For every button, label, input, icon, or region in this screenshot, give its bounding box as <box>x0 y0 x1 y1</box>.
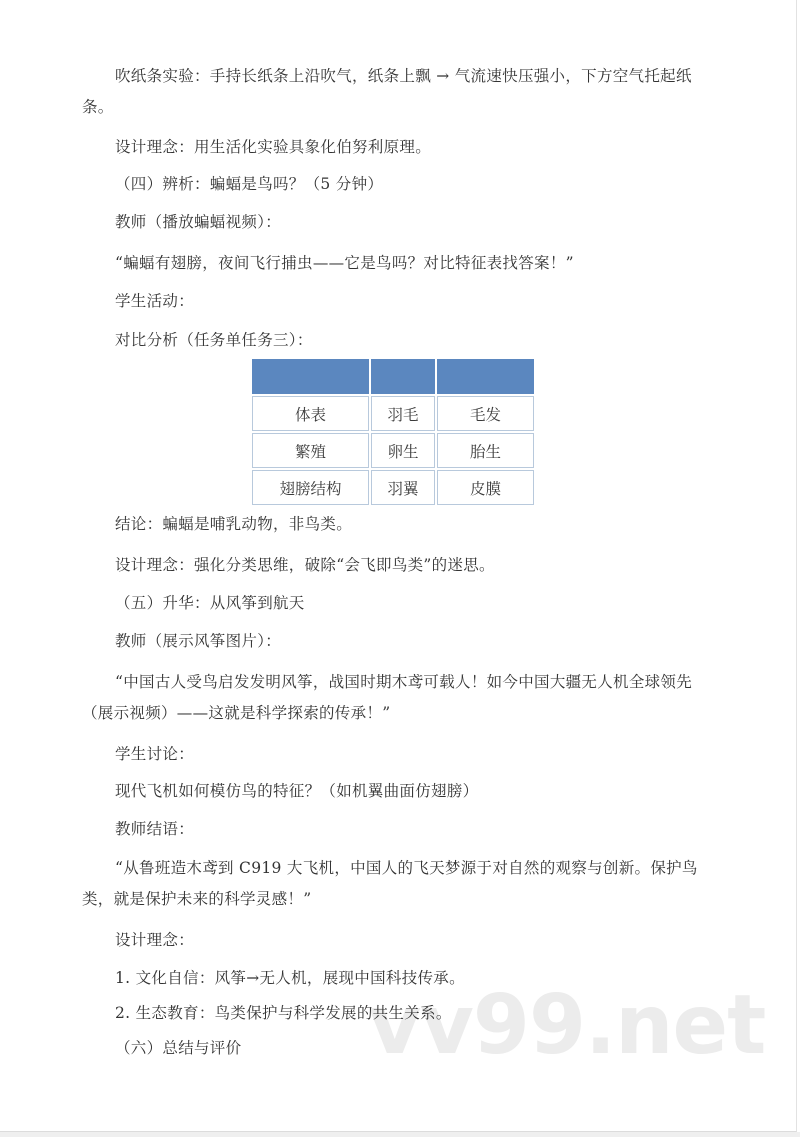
paragraph-teacher-bat-video: 教师（播放蝙蝠视频）： <box>115 213 282 231</box>
table-cell: 繁殖 <box>252 433 369 468</box>
paragraph-discussion-question: 现代飞机如何模仿鸟的特征？（如机翼曲面仿翅膀） <box>115 782 479 800</box>
table-header-cell <box>437 359 534 394</box>
table-cell: 体表 <box>252 396 369 431</box>
paragraph-teacher-closing: 教师结语： <box>115 820 195 838</box>
list-item-ecological-education: 2. 生态教育：鸟类保护与科学发展的共生关系。 <box>115 1004 452 1022</box>
list-item-cultural-confidence: 1. 文化自信：风筝→无人机，展现中国科技传承。 <box>115 969 465 987</box>
paragraph-conclusion: 结论：蝙蝠是哺乳动物，非鸟类。 <box>115 515 353 533</box>
table-cell: 翅膀结构 <box>252 470 369 505</box>
table-row <box>252 433 534 468</box>
paragraph-design-idea-2: 设计理念：强化分类思维，破除“会飞即鸟类”的迷思。 <box>115 556 495 574</box>
page-bottom-edge <box>0 1132 800 1137</box>
table-header-cell <box>371 359 435 394</box>
watermark: vv99.net <box>368 978 766 1073</box>
paragraph-teacher-kite-picture: 教师（展示风筝图片）： <box>115 632 282 650</box>
paragraph-teacher-quote-kite: “中国古人受鸟启发发明风筝，战国时期木鸢可载人！如今中国大疆无人机全球领先（展示视频）——这就是科学探索的传承！” <box>82 673 693 722</box>
paragraph-design-idea-3: 设计理念： <box>115 931 195 949</box>
section-heading-4: （四）辨析：蝙蝠是鸟吗？（5 分钟） <box>115 175 384 193</box>
paragraph-paper-strip-experiment: 吹纸条实验：手持长纸条上沿吹气，纸条上飘 → 气流速快压强小，下方空气托起纸条。 <box>82 67 692 116</box>
paragraph-teacher-quote-c919: “从鲁班造木鸢到 C919 大飞机，中国人的飞天梦源于对自然的观察与创新。保护鸟类，就是保护未来的科学灵感！” <box>82 859 698 908</box>
table-cell: 羽翼 <box>371 470 435 505</box>
table-cell: 毛发 <box>437 396 534 431</box>
table-header-row <box>252 359 534 394</box>
table-cell: 卵生 <box>371 433 435 468</box>
comparison-table <box>250 357 536 507</box>
section-heading-6: （六）总结与评价 <box>115 1039 242 1057</box>
paragraph-student-activity: 学生活动： <box>115 292 195 310</box>
table-cell: 皮膜 <box>437 470 534 505</box>
paragraph-student-discussion: 学生讨论： <box>115 745 195 763</box>
paragraph-teacher-quote-bat: “蝙蝠有翅膀，夜间飞行捕虫——它是鸟吗？对比特征表找答案！” <box>115 254 574 272</box>
section-heading-5: （五）升华：从风筝到航天 <box>115 594 305 612</box>
table-header-cell <box>252 359 369 394</box>
table-cell: 羽毛 <box>371 396 435 431</box>
table-cell: 胎生 <box>437 433 534 468</box>
table-row <box>252 396 534 431</box>
paragraph-compare-analysis: 对比分析（任务单任务三）： <box>115 331 313 349</box>
paragraph-design-idea-1: 设计理念：用生活化实验具象化伯努利原理。 <box>115 138 432 156</box>
table-row <box>252 470 534 505</box>
